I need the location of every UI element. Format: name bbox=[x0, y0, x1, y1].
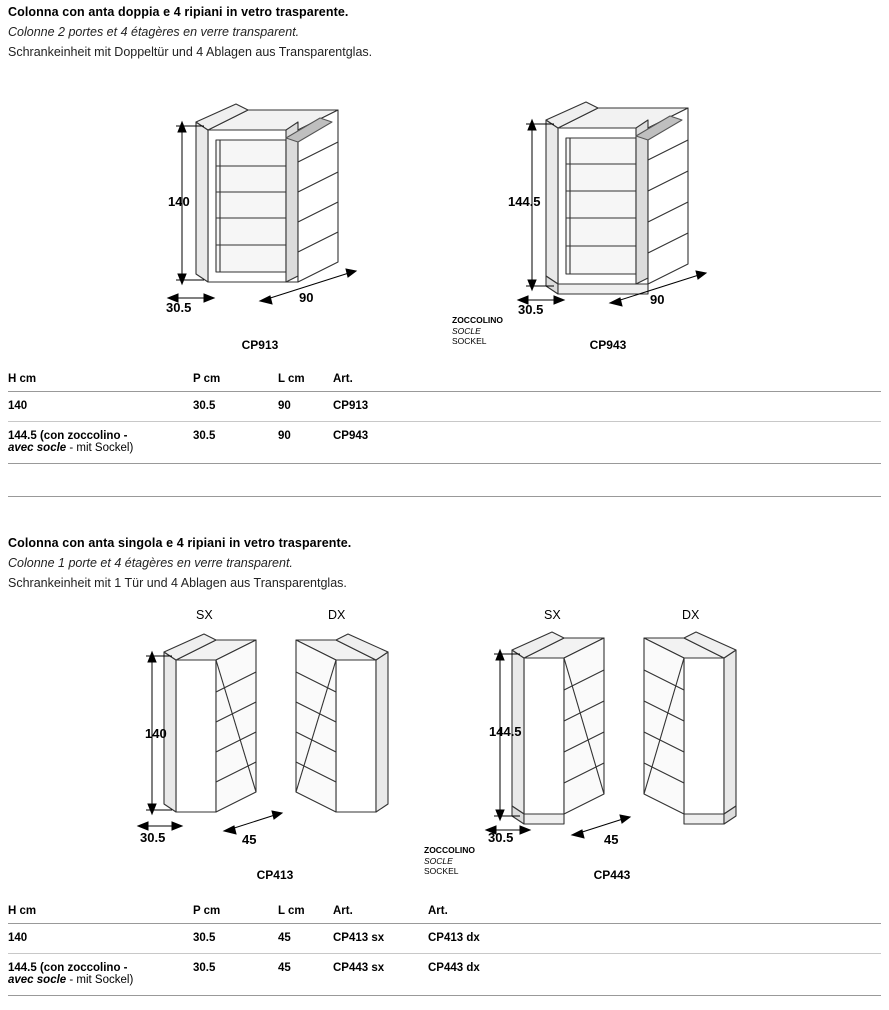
table-1-th-h: H cm bbox=[8, 368, 193, 392]
table-2-r2-h bbox=[8, 954, 193, 996]
cp443-height-dim: 144.5 bbox=[489, 724, 522, 739]
table-1-r1-h: 140 bbox=[8, 392, 193, 422]
figure-cp443 bbox=[478, 628, 758, 858]
section-divider bbox=[8, 496, 881, 497]
table-2-r2-art2: CP443 dx bbox=[428, 954, 881, 996]
cp913-depth-dim: 30.5 bbox=[166, 300, 192, 315]
figure-cp413 bbox=[130, 630, 410, 850]
table-1-header-row bbox=[8, 368, 881, 392]
table-2-th-p: P cm bbox=[193, 900, 278, 924]
table-2-r1-art2: CP413 dx bbox=[428, 924, 881, 954]
plinth-label-it: ZOCCOLINO bbox=[452, 315, 503, 325]
table-2-header-row bbox=[8, 900, 881, 924]
table-1-th-art: Art. bbox=[333, 368, 881, 392]
table-2-r2-h-main: 144.5 (con zoccolino - bbox=[8, 962, 128, 974]
table-1-r2-h-de: - mit Sockel) bbox=[66, 442, 134, 454]
cp943-height-dim: 144.5 bbox=[508, 194, 541, 209]
table-2-th-art1: Art. bbox=[333, 900, 428, 924]
cp443-sx-label: SX bbox=[544, 608, 561, 622]
table-2-th-h: H cm bbox=[8, 900, 193, 924]
table-1-r1-art: CP913 bbox=[333, 392, 881, 422]
section-2-heading-it: Colonna con anta singola e 4 ripiani in vetro trasparente. bbox=[8, 536, 352, 550]
table-2-r2-p: 30.5 bbox=[193, 954, 278, 996]
table-1-r2-h-main: 144.5 (con zoccolino - bbox=[8, 430, 128, 442]
cp413-dx-label: DX bbox=[328, 608, 346, 622]
table-row bbox=[8, 924, 881, 954]
plinth-label-de: SOCKEL bbox=[452, 336, 487, 347]
cp443-caption: CP443 bbox=[593, 868, 631, 882]
table-1-r2-p: 30.5 bbox=[193, 422, 278, 464]
plinth-label-fr: SOCLE bbox=[424, 855, 453, 866]
section-1-heading-de: Schrankeinheit mit Doppeltür und 4 Ablagen aus Transparentglas. bbox=[8, 45, 373, 59]
table-section-2 bbox=[8, 900, 881, 996]
section-2-heading-de: Schrankeinheit mit 1 Tür und 4 Ablagen aus Transparentglas. bbox=[8, 576, 347, 590]
table-1-r2-art: CP943 bbox=[333, 422, 881, 464]
table-2-r1-l: 45 bbox=[278, 924, 333, 954]
table-2-th-art2: Art. bbox=[428, 900, 881, 924]
cp413-width-dim: 45 bbox=[242, 832, 257, 847]
table-1-r2-h bbox=[8, 422, 193, 464]
table-2-th-l: L cm bbox=[278, 900, 333, 924]
table-2-r2-art1: CP443 sx bbox=[333, 954, 428, 996]
table-1-r2-h-fr: avec socle bbox=[8, 442, 67, 454]
plinth-label-it: ZOCCOLINO bbox=[424, 845, 475, 855]
table-section-1 bbox=[8, 368, 881, 464]
table-1-th-p: P cm bbox=[193, 368, 278, 392]
plinth-label-de: SOCKEL bbox=[424, 866, 459, 877]
cp913-width-dim: 90 bbox=[299, 290, 314, 305]
cp443-dx-label: DX bbox=[682, 608, 700, 622]
table-2-r2-h-fr: avec socle bbox=[8, 974, 67, 986]
cp913-caption: CP913 bbox=[241, 338, 279, 352]
figure-cp943 bbox=[510, 98, 730, 328]
cp943-depth-dim: 30.5 bbox=[518, 302, 544, 317]
cp943-plinth-note bbox=[452, 315, 503, 347]
cp443-depth-dim: 30.5 bbox=[488, 830, 514, 845]
table-row bbox=[8, 954, 881, 996]
table-1-r2-l: 90 bbox=[278, 422, 333, 464]
table-2-r2-l: 45 bbox=[278, 954, 333, 996]
table-2-r1-h: 140 bbox=[8, 924, 193, 954]
figure-cp913 bbox=[160, 100, 380, 325]
cp413-depth-dim: 30.5 bbox=[140, 830, 166, 845]
table-1-r1-l: 90 bbox=[278, 392, 333, 422]
section-1-heading-fr: Colonne 2 portes et 4 étagères en verre transparent. bbox=[8, 25, 300, 39]
cp913-height-dim: 140 bbox=[168, 194, 190, 209]
table-row bbox=[8, 422, 881, 464]
cp943-width-dim: 90 bbox=[650, 292, 665, 307]
table-2-r1-art1: CP413 sx bbox=[333, 924, 428, 954]
cp443-plinth-note bbox=[424, 845, 475, 877]
section-1-heading-it: Colonna con anta doppia e 4 ripiani in vetro trasparente. bbox=[8, 5, 349, 19]
table-row bbox=[8, 392, 881, 422]
cp943-caption: CP943 bbox=[589, 338, 627, 352]
cp443-width-dim: 45 bbox=[604, 832, 619, 847]
table-1-th-l: L cm bbox=[278, 368, 333, 392]
plinth-label-fr: SOCLE bbox=[452, 325, 481, 336]
cp413-sx-label: SX bbox=[196, 608, 213, 622]
table-1-r1-p: 30.5 bbox=[193, 392, 278, 422]
table-2-r2-h-de: - mit Sockel) bbox=[66, 974, 134, 986]
table-2-r1-p: 30.5 bbox=[193, 924, 278, 954]
section-2-heading-fr: Colonne 1 porte et 4 étagères en verre transparent. bbox=[8, 556, 293, 570]
cp413-height-dim: 140 bbox=[145, 726, 167, 741]
cp413-caption: CP413 bbox=[256, 868, 294, 882]
